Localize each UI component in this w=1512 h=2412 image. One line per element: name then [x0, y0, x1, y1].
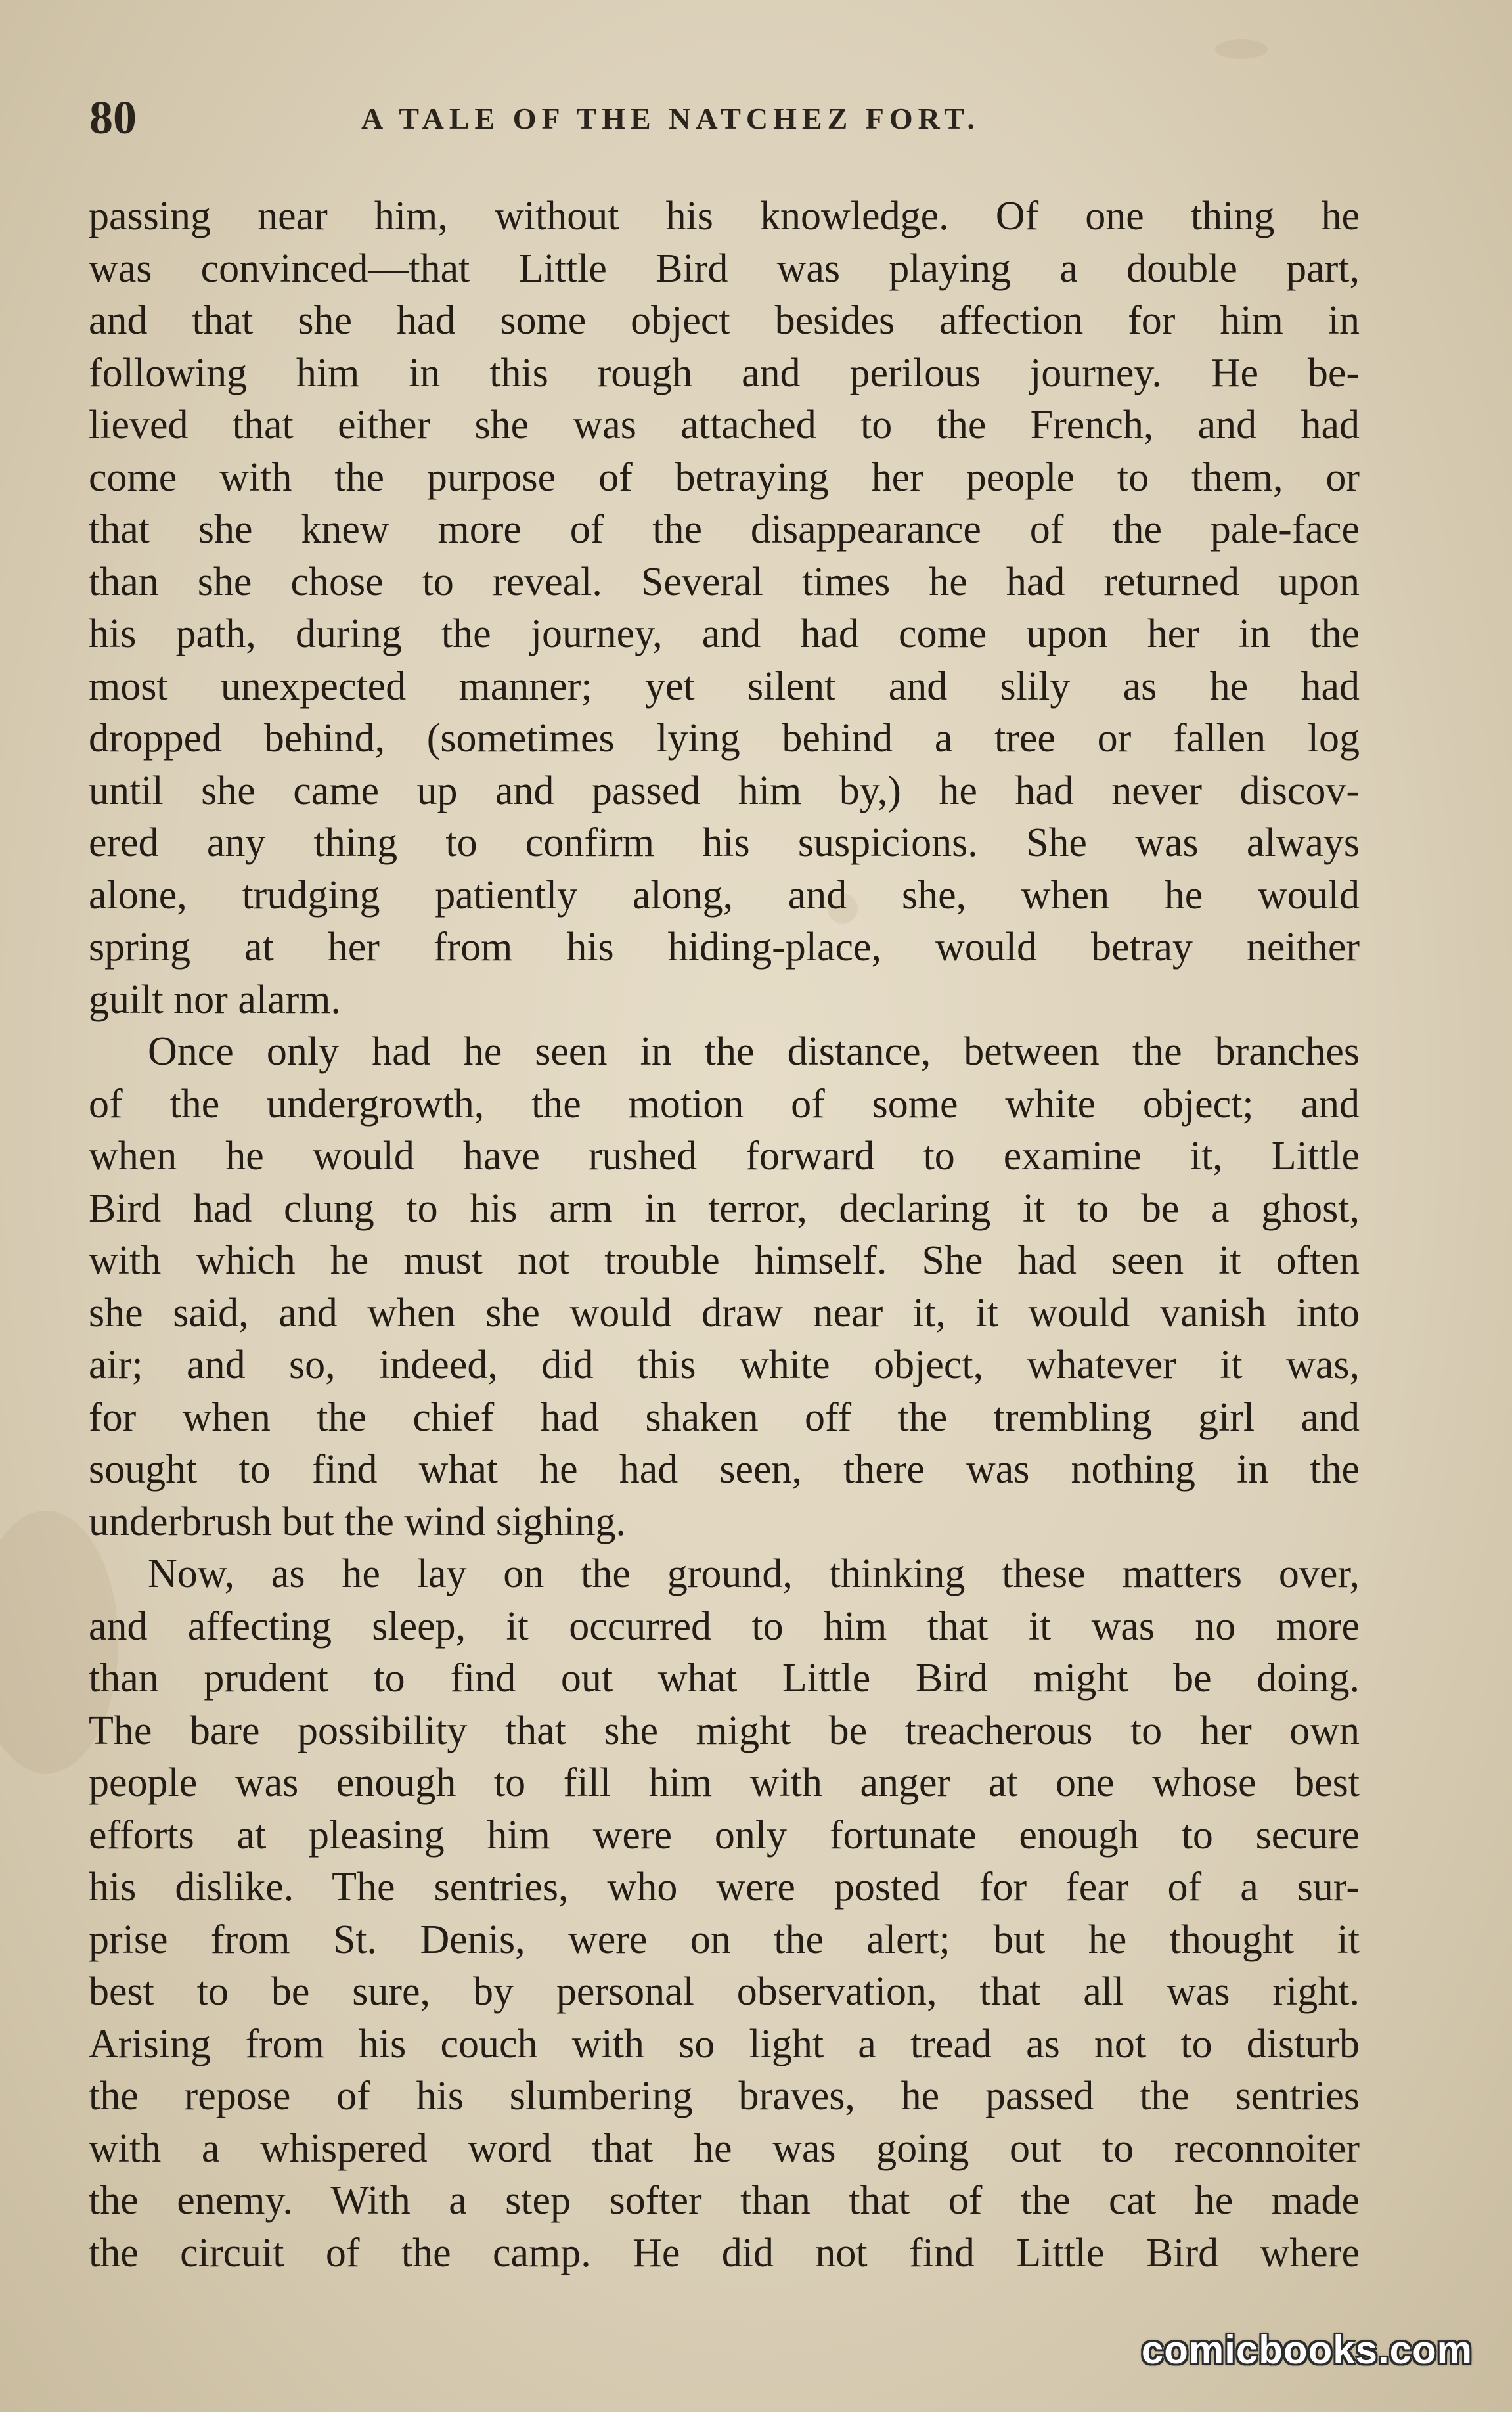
text-line: until she came up and passed him by,) he had never discov- — [89, 768, 1360, 813]
paper-stain — [1215, 39, 1268, 59]
text-line: dropped behind, (sometimes lying behind a tree or fallen log — [89, 716, 1360, 761]
text-line: air; and so, indeed, did this white object, whatever it was, — [89, 1343, 1360, 1387]
text-line: was convinced—that Little Bird was playing a double part, — [89, 246, 1360, 291]
text-line: for when the chief had shaken off the trembling girl and — [89, 1395, 1360, 1440]
text-line: she said, and when she would draw near it, it would vanish into — [89, 1290, 1360, 1335]
text-line: prise from St. Denis, were on the alert; but he thought it — [89, 1917, 1360, 1962]
text-line: and affecting sleep, it occurred to him that it was no more — [89, 1603, 1360, 1649]
text-line: efforts at pleasing him were only fortunate enough to secure — [89, 1812, 1360, 1858]
text-line: best to be sure, by personal observation, that all was right. — [89, 1969, 1360, 2014]
text-line: spring at her from his hiding-place, would betray neither — [89, 925, 1360, 970]
running-head: A TALE OF THE NATCHEZ FORT. — [361, 102, 981, 135]
text-line: underbrush but the wind sighing. — [89, 1499, 626, 1544]
text-line: Once only had he seen in the distance, between the branches — [148, 1029, 1360, 1074]
text-line: the circuit of the camp. He did not find Little Bird where — [89, 2230, 1360, 2275]
page-header — [79, 91, 1392, 150]
text-line: The bare possibility that she might be treacherous to her own — [89, 1708, 1360, 1753]
text-line: his path, during the journey, and had come upon her in the — [89, 612, 1360, 656]
text-line: Bird had clung to his arm in terror, declaring it to be a ghost, — [89, 1186, 1360, 1231]
text-line: ered any thing to confirm his suspicions. She was always — [89, 820, 1360, 865]
text-line: and that she had some object besides affection for him in — [89, 298, 1360, 343]
text-line: with which he must not trouble himself. She had seen it often — [89, 1238, 1360, 1283]
text-line: most unexpected manner; yet silent and slily as he had — [89, 663, 1360, 709]
text-line: lieved that either she was attached to the French, and had — [89, 403, 1360, 447]
text-line: Arising from his couch with so light a tread as not to disturb — [89, 2021, 1360, 2066]
text-line: people was enough to fill him with anger at one whose best — [89, 1760, 1360, 1805]
text-line: alone, trudging patiently along, and she, when he would — [89, 872, 1360, 918]
text-line: Now, as he lay on the ground, thinking these matters over, — [148, 1552, 1360, 1596]
text-line: the enemy. With a step softer than that of the cat he made — [89, 2178, 1360, 2223]
text-line: than she chose to reveal. Several times he had returned upon — [89, 559, 1360, 604]
text-line: than prudent to find out what Little Bird might be doing. — [89, 1656, 1360, 1701]
site-watermark: comicbooks.com — [1141, 2328, 1473, 2372]
text-line: his dislike. The sentries, who were posted for fear of a sur- — [89, 1865, 1360, 1910]
text-line: of the undergrowth, the motion of some white object; and — [89, 1081, 1360, 1127]
text-line: the repose of his slumbering braves, he passed the sentries — [89, 2074, 1360, 2118]
text-line: when he would have rushed forward to examine it, Little — [89, 1134, 1360, 1178]
text-line: guilt nor alarm. — [89, 977, 341, 1022]
text-line: passing near him, without his knowledge. Of one thing he — [89, 194, 1360, 238]
text-line: come with the purpose of betraying her people to them, or — [89, 455, 1360, 500]
page-number: 80 — [89, 91, 137, 144]
body-text — [89, 190, 1360, 2279]
text-line: following him in this rough and perilous journey. He be- — [89, 350, 1360, 395]
text-line: with a whispered word that he was going out to reconnoiter — [89, 2126, 1360, 2171]
text-line: that she knew more of the disappearance of the pale-face — [89, 507, 1360, 552]
text-line: sought to find what he had seen, there was nothing in the — [89, 1447, 1360, 1492]
